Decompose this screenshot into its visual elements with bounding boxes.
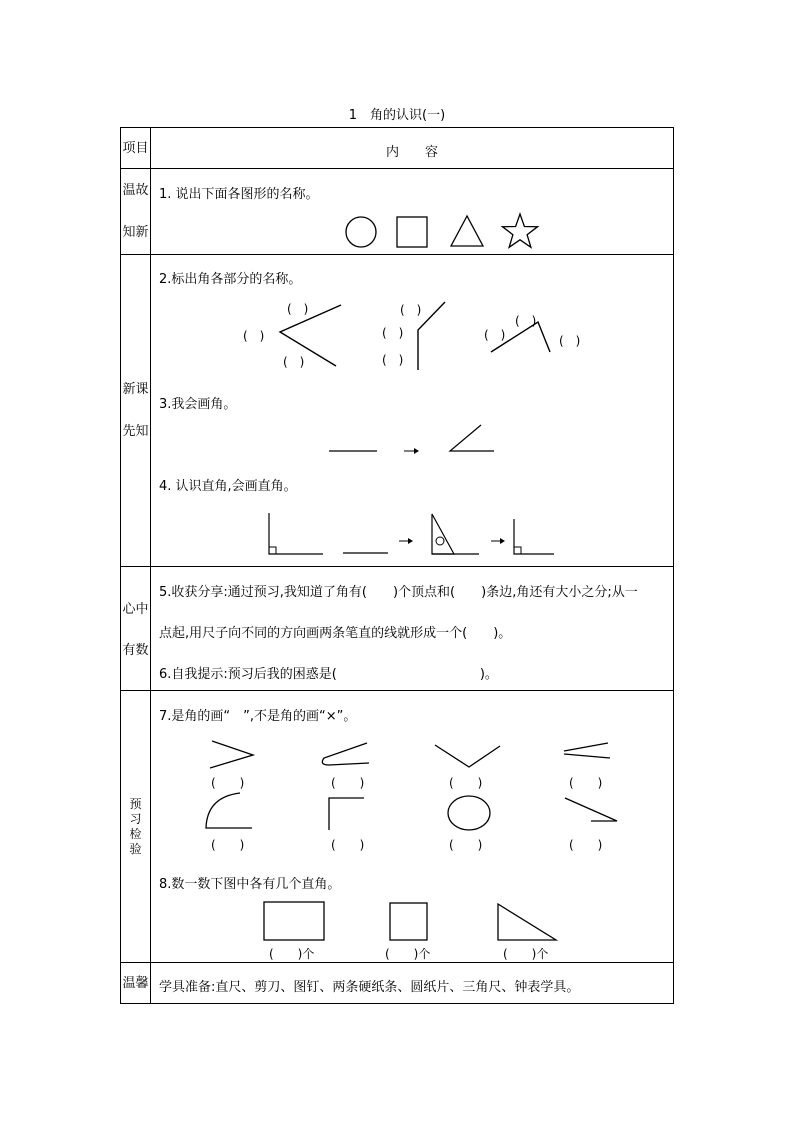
triangle-icon: [451, 216, 483, 246]
check-label-3: 检: [129, 827, 142, 841]
header-col-item: [121, 128, 151, 169]
count-paren[interactable]: ( )个: [269, 947, 315, 961]
right-angle-2-mark: [514, 547, 521, 554]
check-content-cell: [151, 691, 674, 963]
answer-paren[interactable]: ( ): [449, 776, 483, 790]
tips-label-cell: [121, 963, 151, 1004]
answer-paren[interactable]: ( ): [331, 838, 365, 852]
review-label-b: 知新: [122, 225, 149, 240]
question-1: 1. 说出下面各图形的名称。: [159, 187, 319, 202]
check-row: [121, 691, 674, 963]
tips-label: 温馨: [122, 976, 149, 991]
right-angle-1: [269, 513, 323, 554]
blank-paren[interactable]: ( ): [382, 326, 404, 340]
figure-wide-angle: [435, 745, 500, 767]
right-angle-2: [514, 519, 554, 554]
figure-angle-a: [210, 741, 253, 768]
preview-label-b: 先知: [122, 424, 149, 439]
blank-paren[interactable]: ( ): [283, 355, 305, 369]
question-2: 2.标出角各部分的名称。: [159, 272, 302, 287]
circle-icon: [346, 217, 376, 247]
answer-paren[interactable]: ( ): [211, 776, 245, 790]
angle-figure-2: [418, 302, 445, 370]
preview-label-cell: [121, 255, 151, 567]
blank-paren[interactable]: ( ): [287, 302, 309, 316]
header-col-content-label: 内 容: [385, 145, 438, 160]
question-5-line-2: 点起,用尺子向不同的方向画两条笔直的线就形成一个( )。: [159, 626, 512, 641]
question-7: 7.是角的画“ ”,不是角的画“×”。: [159, 709, 357, 724]
set-square-hole-icon: [436, 537, 444, 545]
header-col-content: [151, 128, 674, 169]
count-paren[interactable]: ( )个: [385, 947, 431, 961]
answer-paren[interactable]: ( ): [449, 838, 483, 852]
review-label-a: 温故: [122, 183, 149, 198]
blank-paren[interactable]: ( ): [243, 329, 265, 343]
drawn-angle: [450, 425, 494, 451]
header-col-item-label: 项目: [122, 141, 149, 156]
summary-label-b: 有数: [122, 643, 149, 658]
review-label-cell: [121, 169, 151, 255]
review-content-cell: [151, 169, 674, 255]
figure-right-angle: [329, 798, 364, 830]
check-label-4: 验: [129, 842, 142, 856]
blank-paren[interactable]: ( ): [484, 328, 506, 342]
summary-label-cell: [121, 567, 151, 691]
blank-paren[interactable]: ( ): [382, 353, 404, 367]
question-8: 8.数一数下图中各有几个直角。: [159, 877, 341, 892]
answer-paren[interactable]: ( ): [569, 838, 603, 852]
square-icon: [397, 217, 427, 247]
figure-rectangle: [264, 902, 324, 940]
preview-content-cell: [151, 255, 674, 567]
arrow-head-3-icon: [500, 538, 505, 544]
worksheet-table: [120, 127, 674, 1004]
question-6: 6.自我提示:预习后我的困惑是( )。: [159, 667, 498, 682]
blank-paren[interactable]: ( ): [559, 334, 581, 348]
figure-square: [390, 903, 427, 940]
page-title: 1 角的认识(一): [348, 108, 446, 123]
preview-row: [121, 255, 674, 567]
blank-paren[interactable]: ( ): [515, 314, 537, 328]
summary-content-cell: [151, 567, 674, 691]
arrow-head-1-icon: [414, 448, 419, 454]
question-3: 3.我会画角。: [159, 397, 237, 412]
figure-line-a: [564, 743, 608, 751]
header-row: [121, 128, 674, 169]
star-icon: [502, 214, 537, 247]
figure-quarter-arc: [206, 793, 252, 828]
figure-ellipse: [448, 796, 490, 830]
check-label-1: 预: [129, 797, 142, 811]
figure-right-triangle: [498, 904, 556, 940]
arrow-head-2-icon: [408, 538, 413, 544]
preview-label-a: 新课: [122, 382, 149, 397]
answer-paren[interactable]: ( ): [211, 838, 245, 852]
review-row: [121, 169, 674, 255]
summary-label-a: 心中: [122, 602, 149, 617]
tips-row: [121, 963, 674, 1004]
tips-text: 学具准备:直尺、剪刀、图钉、两条硬纸条、圆纸片、三角尺、钟表学具。: [159, 980, 580, 995]
summary-row: [121, 567, 674, 691]
check-label-cell: [121, 691, 151, 963]
shape-row: [151, 169, 674, 255]
judge-figures: [151, 691, 674, 963]
count-paren[interactable]: ( )个: [503, 947, 549, 961]
figure-curved-angle: [322, 743, 369, 765]
set-square-icon: [432, 514, 454, 554]
blank-paren[interactable]: ( ): [400, 303, 422, 317]
answer-paren[interactable]: ( ): [331, 776, 365, 790]
figure-line-b: [564, 754, 610, 758]
question-5-line-1: 5.收获分享:通过预习,我知道了角有( )个顶点和( )条边,角还有大小之分;从一: [159, 585, 638, 600]
check-label-2: 习: [129, 812, 142, 826]
tips-content-cell: [151, 963, 674, 1004]
figure-acute-angle: [565, 798, 617, 821]
answer-paren[interactable]: ( ): [569, 776, 603, 790]
right-angle-1-mark: [269, 547, 276, 554]
question-4: 4. 认识直角,会画直角。: [159, 479, 297, 494]
